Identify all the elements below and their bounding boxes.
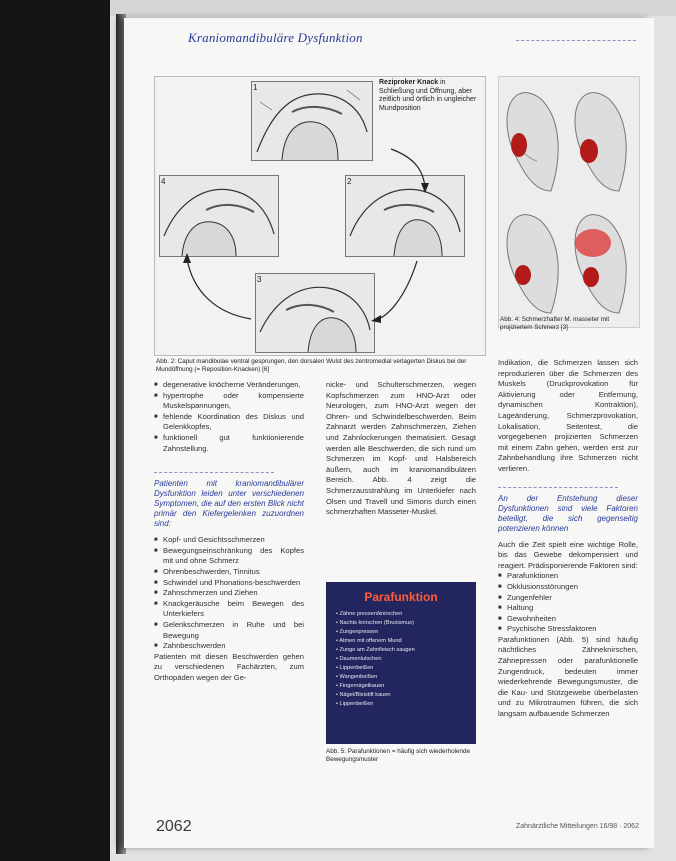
figure4-caption: Abb. 4: Schmerzhafter M. masseter mit projiziertem Schmerz [3] — [500, 316, 610, 331]
scan-dark-background — [0, 0, 110, 861]
parafunction-item: • Zungenpressen — [336, 628, 466, 637]
face-illustration-1 — [501, 81, 567, 201]
parafunction-item: • Lippenbeißen — [336, 700, 466, 709]
bullet-item: ■ Psychische Stressfaktoren — [498, 624, 638, 635]
bullet-item: ■ Ohrenbeschwerden, Tinnitus — [154, 567, 304, 578]
parafunction-title: Parafunktion — [364, 590, 438, 604]
panel-label-3: 3 — [257, 275, 262, 284]
left-column — [154, 380, 304, 683]
parafunction-item: • Wangenbeißen — [336, 673, 466, 682]
factors-heading: An der Entstehung dieser Dysfunktionen sind viele Faktoren beteiligt, die sich gegenseitig potenzieren können — [498, 493, 638, 533]
middle-column-text: nicke- und Schulterschmerzen, wegen Kopfschmerzen zum HNO-Arzt oder Neurologen, zum HNO-Arzt wegen der Ohren- und Schwindelbeschwerden. Beim Zahnarzt werden Zahnschmerzen, Ziehen und Zahnlockerungen thematisiert. Gesagt werden alle Beschwerden, die sich rund um Schmerzen im Kopf- und Halsbereich äußern, auch im kraniomandibulären Bereich. Abb. 4 zeigt die Schmerzausstrahlung im Unterkiefer nach Olsen und Travell und Simons durch einen schmerzhaften Masseter-Muskel. — [326, 380, 476, 517]
parafunction-item: • Daumenlutschen — [336, 655, 466, 664]
right-paragraph-mid: Auch die Zeit spielt eine wichtige Rolle, bis das Gewebe dekompensiert und reagiert. Prädisponierende Faktoren sind: — [498, 539, 638, 570]
left-closing-paragraph: Patienten mit diesen Beschwerden gehen zu verschiedenen Fachärzten, zum Orthopäden wegen der Ge- — [154, 651, 304, 682]
face-illustration-2 — [569, 81, 635, 201]
bullet-item: ■ funktionell gut funktionierende Zahnstellung. — [154, 433, 304, 454]
callout-text: in Schließung und Öffnung, aber zeitlich und örtlich in ungleicher Mundposition — [379, 79, 477, 112]
bullet-item: ■ degenerative knöcherne Veränderungen, — [154, 380, 304, 391]
running-title: Kraniomandibuläre Dysfunktion — [188, 30, 363, 45]
cycle-arrows — [155, 77, 485, 355]
page-number: 2062 — [156, 818, 192, 835]
bullets-top — [154, 380, 304, 454]
bullet-item: ■ Zahnbeschwerden — [154, 641, 304, 652]
right-paragraph-top: Indikation, die Schmerzen lassen sich reproduzieren über die Schmerzen des Muskels (Druckprovokation für Aktivierung oder Entfernung, dynamischen Kontraktion), Lageänderung, Schmerzprovokation, Lokalisation, Seitentest, die vorgegebenen projizierten Schmerzen mit einem Zahn gehen, werden erst zur Zahnbehandlung ihre Schmerzen nicht verlieren. — [498, 358, 638, 473]
bullet-item: ■ Parafunktionen — [498, 571, 638, 582]
bullets-factors — [498, 571, 638, 635]
magazine-page — [124, 18, 654, 848]
right-column — [498, 358, 638, 720]
scan-top-margin — [110, 0, 676, 16]
footer-journal: Zahnärztliche Mitteilungen 16/98 · 2062 — [516, 823, 639, 830]
figure-masseter-faces — [498, 76, 640, 328]
figure-jaw-joint-diagram — [154, 76, 486, 356]
parafunction-item: • Zunge am Zahnfleisch saugen — [336, 646, 466, 655]
bullet-item: ■ Zungenfehler — [498, 593, 638, 604]
panel-label-1: 1 — [253, 83, 258, 92]
bullet-item: ■ fehlende Koordination des Diskus und Gelenkkopfes, — [154, 412, 304, 433]
symptoms-heading: Patienten mit kraniomandibulärer Dysfunktion leiden unter verschiedenen Symptomen, die auf den ersten Blick nicht primär den Kiefergelenken zuzuordnen sind: — [154, 479, 304, 529]
parafunction-box — [326, 582, 476, 744]
heading-rule — [154, 472, 274, 473]
face-illustration-3 — [501, 203, 567, 323]
title-rule — [516, 40, 636, 41]
bullet-item: ■ Gewohnheiten — [498, 614, 638, 625]
right-paragraph-bottom: Parafunktionen (Abb. 5) sind häufig nächtliches Zähneknirschen, Zähnepressen oder parafunktionelle Zungendruck, bedeuten immer wiederkehrende Bewegungsmuster, die die Kau- und Stützgewebe überbelasten und zu Mikrotraumen führen, die sich langsam aufbauende Schmerzen — [498, 634, 638, 719]
bullets-symptoms — [154, 535, 304, 652]
bullet-item: ■ Okklusionsstörungen — [498, 582, 638, 593]
bullet-item: ■ Zahnschmerzen und Ziehen — [154, 588, 304, 599]
callout-bold: Reziproker Knack — [379, 79, 439, 86]
parafunction-item: • Lippenbeißen — [336, 664, 466, 673]
face-illustration-4 — [569, 203, 635, 323]
bullet-item: ■ Bewegungseinschränkung des Kopfes mit und ohne Schmerz — [154, 546, 304, 567]
parafunction-item: • Fingernägelkauen — [336, 682, 466, 691]
figure-callout — [379, 79, 479, 113]
panel-label-4: 4 — [161, 177, 166, 186]
figure2-caption: Abb. 2: Caput mandibulae ventral gesprungen, den dorsalen Wulst des zentromedial verlagerten Diskus bei der Mundöffnung (= Reposition-Knacken) [6] — [156, 358, 467, 373]
bullet-item: ■ Knackgeräusche beim Bewegen des Unterkiefers — [154, 599, 304, 620]
parafunction-item: • Zähne pressen/knirschen — [336, 610, 466, 619]
parafunction-item: • Atmen mit offenem Mund — [336, 637, 466, 646]
bullet-item: ■ Haltung — [498, 603, 638, 614]
parafunction-item: • Nägel/Bleistift kauen — [336, 691, 466, 700]
bullet-item: ■ Schwindel und Phonations-beschwerden — [154, 578, 304, 589]
figure5-caption: Abb. 5: Parafunktionen = häufig sich wiederholende Bewegungsmuster — [326, 748, 471, 763]
parafunction-list — [326, 610, 476, 709]
parafunction-item: • Nachts knirschen (Bruxismus) — [336, 619, 466, 628]
bullet-item: ■ Gelenkschmerzen in Ruhe und bei Bewegung — [154, 620, 304, 641]
bullet-item: ■ Kopf- und Gesichtsschmerzen — [154, 535, 304, 546]
panel-label-2: 2 — [347, 177, 352, 186]
bullet-item: ■ hypertrophe oder kompensierte Muskelspannungen, — [154, 391, 304, 412]
heading-rule — [498, 487, 618, 488]
